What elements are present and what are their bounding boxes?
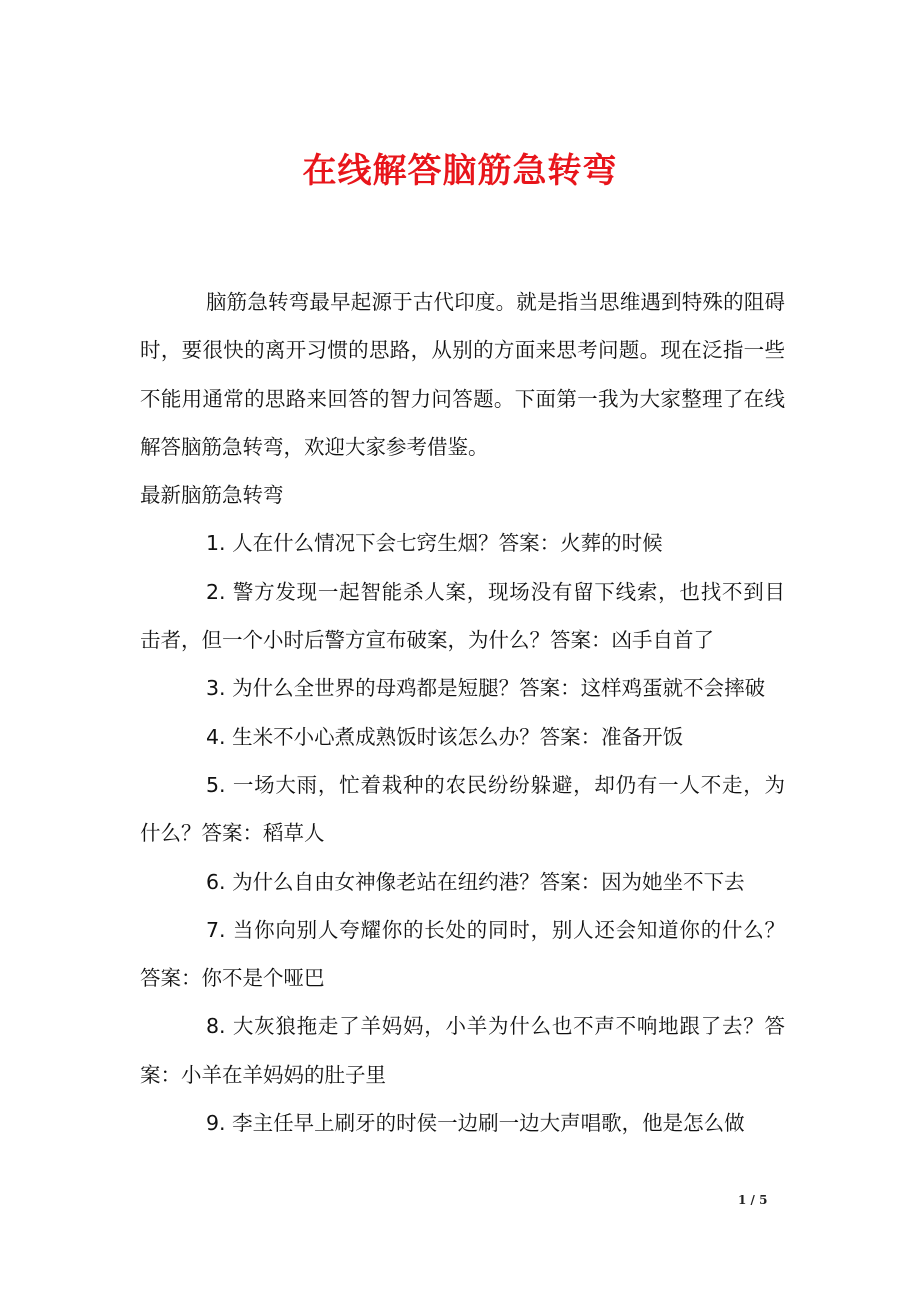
list-item: 2. 警方发现一起智能杀人案，现场没有留下线索，也找不到目击者，但一个小时后警方宣布破案，为什么？答案：凶手自首了 [140, 579, 785, 653]
list-item: 3. 为什么全世界的母鸡都是短腿？答案：这样鸡蛋就不会摔破 [206, 676, 766, 701]
list-item: 7. 当你向别人夸耀你的长处的同时，别人还会知道你的什么？答案：你不是个哑巴 [140, 917, 785, 991]
list-item: 4. 生米不小心煮成熟饭时该怎么办？答案：准备开饭 [206, 724, 684, 749]
list-item: 9. 李主任早上刷牙的时侯一边刷一边大声唱歌，他是怎么做 [206, 1111, 745, 1136]
intro-paragraph: 脑筋急转弯最早起源于古代印度。就是指当思维遇到特殊的阻碍时，要很快的离开习惯的思路，从别的方面来思考问题。现在泛指一些不能用通常的思路来回答的智力问答题。下面第一我为大家整理了在线解答脑筋急转弯，欢迎大家参考借鉴。 [140, 290, 785, 459]
document-title: 在线解答脑筋急转弯 [302, 151, 618, 191]
list-item: 8. 大灰狼拖走了羊妈妈，小羊为什么也不声不响地跟了去？答案：小羊在羊妈妈的肚子里 [140, 1014, 785, 1087]
list-item: 5. 一场大雨，忙着栽种的农民纷纷躲避，却仍有一人不走，为什么？答案：稻草人 [140, 772, 785, 846]
document-body [140, 278, 785, 1147]
list-item: 1. 人在什么情况下会七窍生烟？答案：火葬的时候 [206, 531, 663, 556]
list-item: 6. 为什么自由女神像老站在纽约港？答案：因为她坐不下去 [206, 869, 745, 894]
page-number: 1 / 5 [738, 1193, 768, 1207]
section-heading: 最新脑筋急转弯 [140, 483, 284, 508]
